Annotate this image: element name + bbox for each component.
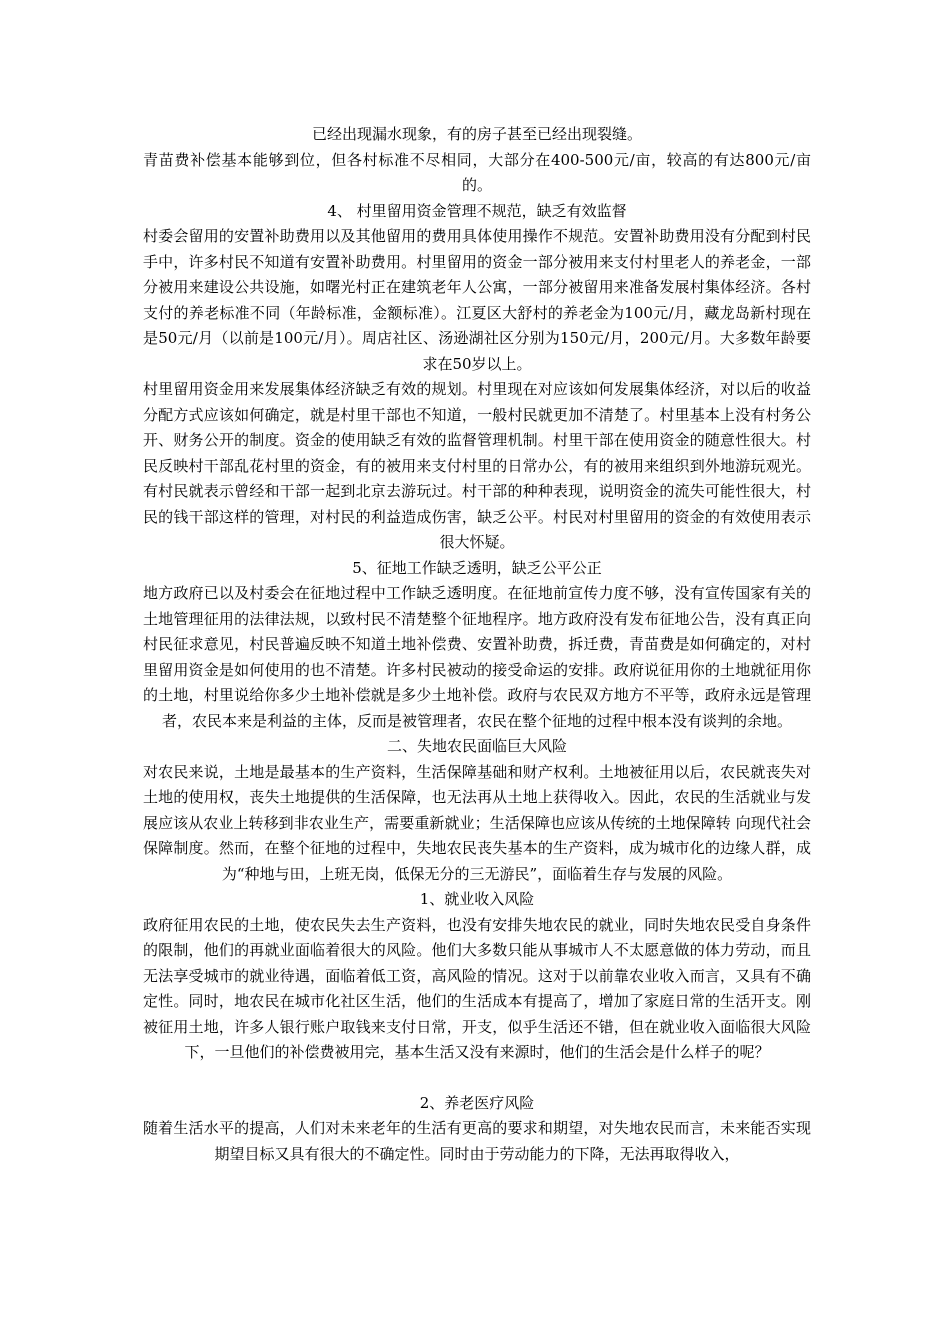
paragraph-collective-economy: 村里留用资金用来发展集体经济缺乏有效的规划。村里现在对应该如何发展集体经济，对以后的收益分配方式应该如何确定，就是村里干部也不知道，一般村民就更加不清楚了。村里基本上没有村务公开、财务公开的制度。资金的使用缺乏有效的监督管理机制。村里干部在使用资金的随意性很大。村民反映村干部乱花村里的资金，有的被用来支付村里的日常办公，有的被用来组织到外地游玩观光。有村民就表示曾经和干部一起到北京去游玩过。村干部的种种表现，说明资金的流失可能性很大，村民的钱干部这样的管理，对村民的利益造成伤害，缺乏公平。村民对村里留用的资金的有效使用表示很大怀疑。 [143, 380, 811, 551]
section-heading-4: 4、 村里留用资金管理不规范，缺乏有效监督 [327, 201, 627, 220]
paragraph-pension-medical-risk: 随着生活水平的提高，人们对未来老年的生活有更高的要求和期望，对失地农民而言，未来能否实现期望目标又具有很大的不确定性。同时由于劳动能力的下降，无法再取得收入， [143, 1119, 811, 1163]
paragraph-village-funds-usage: 村委会留用的安置补助费用以及其他留用的费用具体使用操作不规范。安置补助费用没有分配到村民手中，许多村民不知道有安置补助费用。村里留用的资金一部分被用来支付村里老人的养老金，一部分被用来建设公共设施，如曙光村正在建筑老年人公寓，一部分被留用来准备发展村集体经济。各村支付的养老标准不同（年龄标准，金额标准）。江夏区大舒村的养老金为100元/月，藏龙岛新村现在是50元/月（以前是100元/月）。周店社区、汤逊湖社区分别为150元/月，200元/月。大多数年龄要求在50岁以上。 [143, 227, 811, 373]
section-heading-risks: 二、失地农民面临巨大风险 [386, 737, 567, 755]
paragraph-employment-risk: 政府征用农民的土地，使农民失去生产资料，也没有安排失地农民的就业，同时失地农民受自身条件的限制，他们的再就业面临着很大的风险。他们大多数只能从事城市人不太愿意做的体力劳动，而且无法享受城市的就业待遇，面临着低工资，高风险的情况。这对于以前靠农业收入而言，又具有不确定性。同时，地农民在城市化社区生活，他们的生活成本有提高了，增加了家庭日常的生活开支。刚被征用土地，许多人银行账户取钱来支付日常，开支，似乎生活还不错，但在就业收入面临很大风险下，一旦他们的补偿费被用完，基本生活又没有来源时，他们的生活会是什么样子的呢？ [143, 915, 811, 1061]
subheading-employment-risk: 1、就业收入风险 [419, 890, 535, 908]
document-body [143, 122, 811, 1167]
section-heading-5: 5、征地工作缺乏透明，缺乏公平公正 [352, 558, 602, 577]
paragraph-seedling-compensation: 青苗费补偿基本能够到位，但各村标准不尽相同，大部分在400-500元/亩，较高的有达800元/亩的。 [143, 150, 811, 194]
subheading-pension-medical-risk: 2、养老医疗风险 [419, 1093, 535, 1112]
paragraph-transparency: 地方政府已以及村委会在征地过程中工作缺乏透明度。在征地前宣传力度不够，没有宣传国家有关的土地管理征用的法律法规，以致村民不清楚整个征地程序。地方政府没有发布征地公告，没有真正向村民征求意见，村民普遍反映不知道土地补偿费、安置补助费，拆迁费，青苗费是如何确定的，对村里留用资金是如何使用的也不清楚。许多村民被动的接受命运的安排。政府说征用你的土地就征用你的土地，村里说给你多少土地补偿就是多少土地补偿。政府与农民双方地方不平等，政府永远是管理者，农民本来是利益的主体，反而是被管理者，农民在整个征地的过程中根本没有谈判的余地。 [143, 584, 811, 730]
paragraph-leaking-houses: 已经出现漏水现象，有的房子甚至已经出现裂缝。 [311, 125, 642, 143]
paragraph-land-importance: 对农民来说，土地是最基本的生产资料，生活保障基础和财产权利。土地被征用以后，农民就丧失对土地的使用权，丧失土地提供的生活保障，也无法再从土地上获得收入。因此，农民的生活就业与发展应该从农业上转移到非农业生产，需要重新就业；生活保障也应该从传统的土地保障转 向现代社会保障制度。然而，在整个征地的过程中，失地农民丧失基本的生产资料，成为城市化的边缘人群，成为“种地与田，上班无岗，低保无分的三无游民”，面临着生存与发展的风险。 [143, 762, 811, 883]
blank-line [143, 1066, 811, 1091]
